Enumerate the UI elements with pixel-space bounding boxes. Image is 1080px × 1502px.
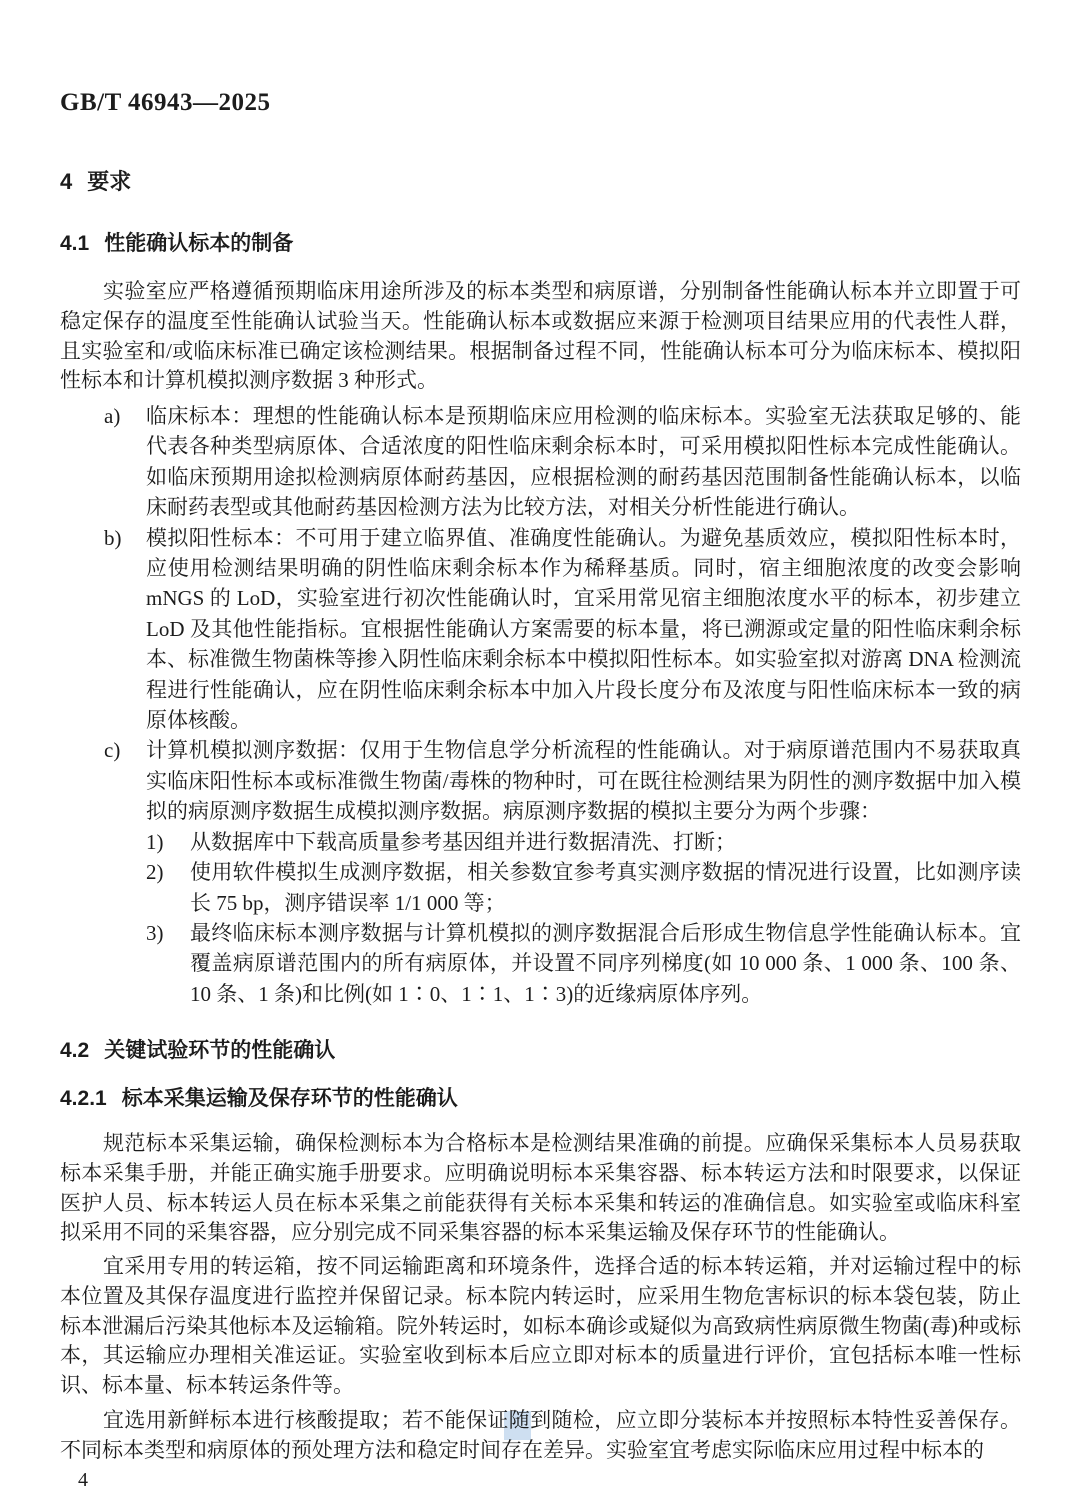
list-item-c [104,735,1021,1009]
item-text: 临床标本：理想的性能确认标本是预期临床应用检测的临床标本。实验室无法获取足够的、能代表各种类型病原体、合适浓度的阳性临床剩余标本时，可采用模拟阳性标本完成性能确认。如临床预期用途拟检测病原体耐药基因，应根据检测的耐药基因范围制备性能确认标本，以临床耐药表型或其他耐药基因检测方法为比较方法，对相关分析性能进行确认。 [146,404,1021,520]
paragraph-transport: 宜采用专用的转运箱，按不同运输距离和环境条件，选择合适的标本转运箱，并对运输过程中的标本位置及其保存温度进行监控并保留记录。标本院内转运时，应采用生物危害标识的标本袋包装，防止标本泄漏后污染其他标本及运输箱。院外转运时，如标本确诊或疑似为高致病性病原微生物菌(毒)种或标本，其运输应办理相关准运证。实验室收到标本后应立即对标本的质量进行评价，宜包括标本唯一性标识、标本量、标本转运条件等。 [60,1254,1021,1398]
item-marker: 3) [146,920,164,945]
sublist-item-3 [146,918,1021,1009]
item-text: 最终临床标本测序数据与计算机模拟的测序数据混合后形成生物信息学性能确认标本。宜覆盖病原谱范围内的所有病原体，并设置不同序列梯度(如 10 000 条、1 000 条、100 条、10 条、1 条)和比例(如 1∶0、1∶1、1∶3)的近缘病原体序列。 [190,920,1021,1006]
paragraph-collection: 规范标本采集运输，确保检测标本为合格标本是检测结果准确的前提。应确保采集标本人员易获取标本采集手册，并能正确实施手册要求。应明确说明标本采集容器、标本转运方法和时限要求，以保证医护人员、标本转运人员在标本采集之前能获得有关标本采集和转运的准确信息。如实验室或临床科室拟采用不同的采集容器，应分别完成不同采集容器的标本采集运输及保存环节的性能确认。 [60,1131,1021,1245]
section-number: 4.1 [60,232,90,255]
item-text: 从数据库中下载高质量参考基因组并进行数据清洗、打断； [190,829,736,854]
sublist-item-1 [146,827,1021,857]
sublist-item-2 [146,857,1021,918]
section-title: 关键试验环节的性能确认 [104,1039,336,1062]
standard-code: GB/T 46943—2025 [60,89,271,116]
section-number: 4.2 [60,1039,90,1062]
section-title: 性能确认标本的制备 [104,232,294,255]
paragraph-fresh: 宜选用新鲜标本进行核酸提取；若不能保证随到随检，应立即分装标本并按照标本特性妥善保存。不同标本类型和病原体的预处理方法和稳定时间存在差异。实验室宜考虑实际临床应用过程中标本的 [60,1408,1021,1462]
section-heading-4-1 [60,232,293,255]
section-number: 4 [60,169,73,194]
item-text: 计算机模拟测序数据：仅用于生物信息学分析流程的性能确认。对于病原谱范围内不易获取真实临床阳性标本或标准微生物菌/毒株的物种时，可在既往检测结果为阴性的测序数据中加入模拟的病原测序数据生成模拟测序数据。病原测序数据的模拟主要分为两个步骤： [146,738,1021,824]
section-number: 4.2.1 [60,1087,107,1110]
specimen-type-list [104,401,1021,1009]
section-title: 标本采集运输及保存环节的性能确认 [121,1087,458,1110]
list-item-a [104,401,1021,523]
item-marker: 1) [146,829,164,854]
section-heading-4-2 [60,1039,335,1062]
list-item-b [104,523,1021,736]
section-heading-4-2-1 [60,1087,458,1110]
page-number: 4 [78,1469,88,1491]
item-text: 模拟阳性标本：不可用于建立临界值、准确度性能确认。为避免基质效应，模拟阳性标本时，应使用检测结果明确的阴性临床剩余标本作为稀释基质。同时，宿主细胞浓度的改变会影响 mNGS 的 LoD，实验室进行初次性能确认时，宜采用常见宿主细胞浓度水平的标本，初步建立 LoD 及其他性能指标。宜根据性能确认方案需要的标本量，将已溯源或定量的阳性临床剩余标本、标准微生物菌株等掺入阴性临床剩余标本中模拟阳性标本。如实验室拟对游离 DNA 检测流程进行性能确认，应在阴性临床剩余标本中加入片段长度分布及浓度与阳性临床标本一致的病原体核酸。 [146,525,1021,733]
paragraph-intro: 实验室应严格遵循预期临床用途所涉及的标本类型和病原谱，分别制备性能确认标本并立即置于可稳定保存的温度至性能确认试验当天。性能确认标本或数据应来源于检测项目结果应用的代表性人群，且实验室和/或临床标准已确定该检测结果。根据制备过程不同，性能确认标本可分为临床标本、模拟阳性标本和计算机模拟测序数据 3 种形式。 [60,279,1021,393]
section-title: 要求 [87,169,132,194]
item-marker: 2) [146,860,164,885]
item-text: 使用软件模拟生成测序数据，相关参数宜参考真实测序数据的情况进行设置，比如测序读长 75 bp，测序错误率 1/1 000 等； [190,860,1021,915]
item-marker: b) [104,525,122,550]
item-marker: c) [104,738,121,763]
section-heading-4 [60,170,131,194]
item-marker: a) [104,404,121,428]
item-body [146,735,1021,1009]
